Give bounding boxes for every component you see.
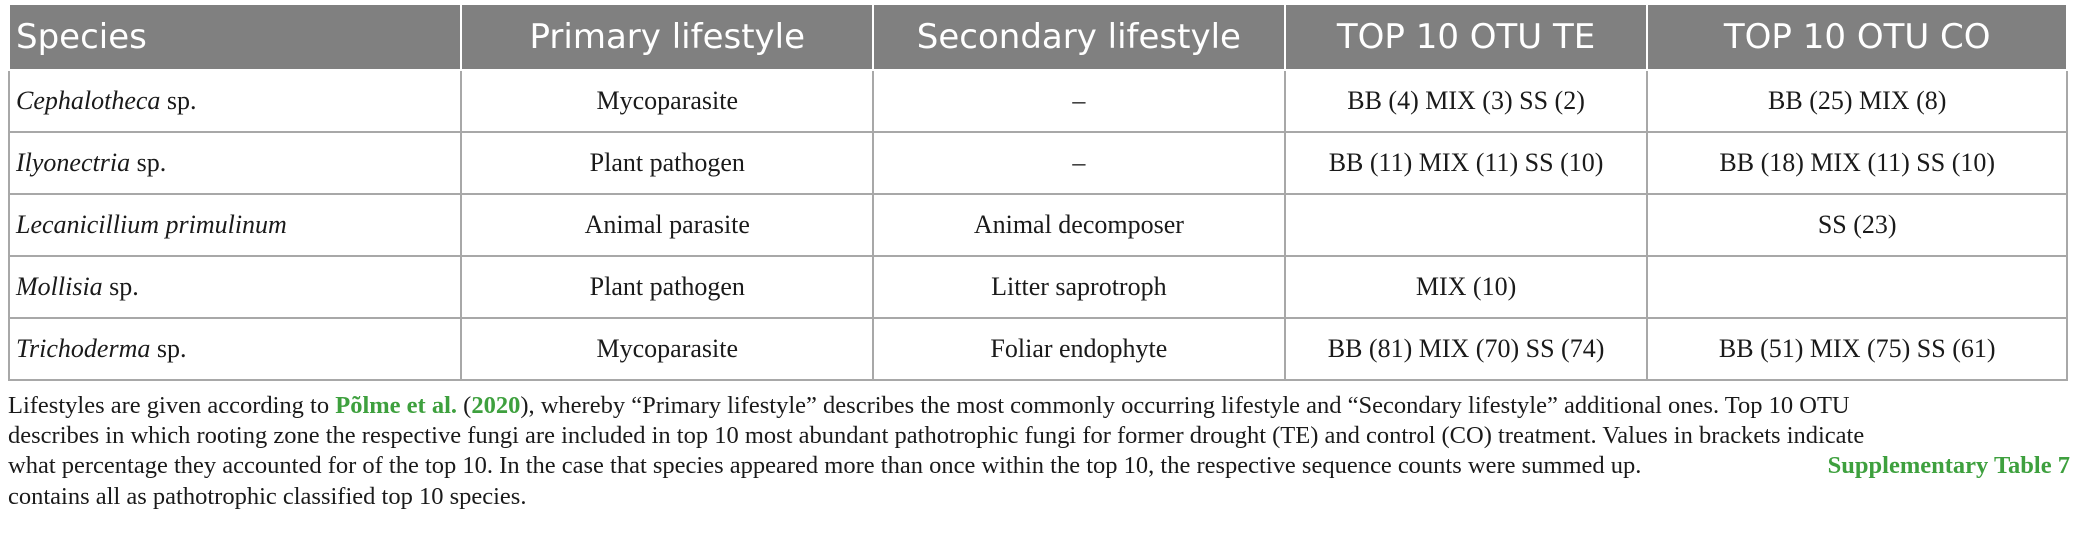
species-name: Mollisia [16, 272, 103, 301]
species-name: Trichoderma [16, 334, 151, 363]
secondary-lifestyle-cell: Foliar endophyte [873, 318, 1285, 380]
supplementary-table-link[interactable]: Supplementary Table 7 [1827, 452, 2070, 480]
species-cell [9, 318, 461, 380]
header-species: Species [9, 4, 461, 70]
table-header-row [9, 4, 2067, 70]
top10-te-cell: BB (11) MIX (11) SS (10) [1285, 132, 1648, 194]
footnote-text: what percentage they accounted for of the top 10. In the case that species appeared more than once within the top 10, the respective sequence counts were summed up. [8, 452, 1642, 480]
top10-te-cell: MIX (10) [1285, 256, 1648, 318]
primary-lifestyle-cell: Animal parasite [461, 194, 873, 256]
lifestyle-table-container [8, 3, 2068, 381]
top10-co-cell [1647, 256, 2067, 318]
secondary-lifestyle-cell: Animal decomposer [873, 194, 1285, 256]
species-cell [9, 194, 461, 256]
primary-lifestyle-cell: Mycoparasite [461, 70, 873, 132]
species-cell [9, 70, 461, 132]
top10-co-cell: BB (51) MIX (75) SS (61) [1647, 318, 2067, 380]
table-footnote [8, 391, 2070, 512]
footnote-text: ), whereby “Primary lifestyle” describes the most commonly occurring lifestyle and “Secondary lifestyle” additional ones. Top 10 OTU [520, 392, 1850, 419]
citation-link-year[interactable]: 2020 [471, 392, 521, 419]
top10-co-cell: SS (23) [1647, 194, 2067, 256]
footnote-text: Lifestyles are given according to [8, 392, 336, 419]
table-row [9, 318, 2067, 380]
table-row [9, 194, 2067, 256]
top10-te-cell [1285, 194, 1648, 256]
footnote-line [8, 451, 2070, 481]
secondary-lifestyle-cell: Litter saprotroph [873, 256, 1285, 318]
table-row [9, 70, 2067, 132]
primary-lifestyle-cell: Plant pathogen [461, 132, 873, 194]
species-suffix: sp. [150, 334, 187, 363]
header-top10-te: TOP 10 OTU TE [1285, 4, 1648, 70]
top10-co-cell: BB (18) MIX (11) SS (10) [1647, 132, 2067, 194]
species-cell [9, 256, 461, 318]
secondary-lifestyle-cell: – [873, 132, 1285, 194]
table-row [9, 132, 2067, 194]
header-top10-co: TOP 10 OTU CO [1647, 4, 2067, 70]
species-suffix: sp. [160, 86, 197, 115]
footnote-line: contains all as pathotrophic classified top 10 species. [8, 482, 527, 510]
lifestyle-table [8, 3, 2068, 381]
footnote-text: ( [457, 392, 472, 419]
primary-lifestyle-cell: Mycoparasite [461, 318, 873, 380]
top10-te-cell: BB (4) MIX (3) SS (2) [1285, 70, 1648, 132]
top10-co-cell: BB (25) MIX (8) [1647, 70, 2067, 132]
top10-te-cell: BB (81) MIX (70) SS (74) [1285, 318, 1648, 380]
footnote-line [8, 391, 2070, 421]
footnote-line: describes in which rooting zone the respective fungi are included in top 10 most abundant pathotrophic fungi for former drought (TE) and control (CO) treatment. Values in brackets indicate [8, 422, 1865, 450]
primary-lifestyle-cell: Plant pathogen [461, 256, 873, 318]
species-cell [9, 132, 461, 194]
species-name: Cephalotheca [16, 86, 161, 115]
table-row [9, 256, 2067, 318]
species-suffix: sp. [130, 148, 167, 177]
species-suffix: sp. [102, 272, 139, 301]
header-secondary-lifestyle: Secondary lifestyle [873, 4, 1285, 70]
citation-link-polme[interactable]: Põlme et al. [335, 392, 458, 419]
species-name: Ilyonectria [16, 148, 131, 177]
secondary-lifestyle-cell: – [873, 70, 1285, 132]
species-name: Lecanicillium primulinum [16, 210, 287, 239]
header-primary-lifestyle: Primary lifestyle [461, 4, 873, 70]
